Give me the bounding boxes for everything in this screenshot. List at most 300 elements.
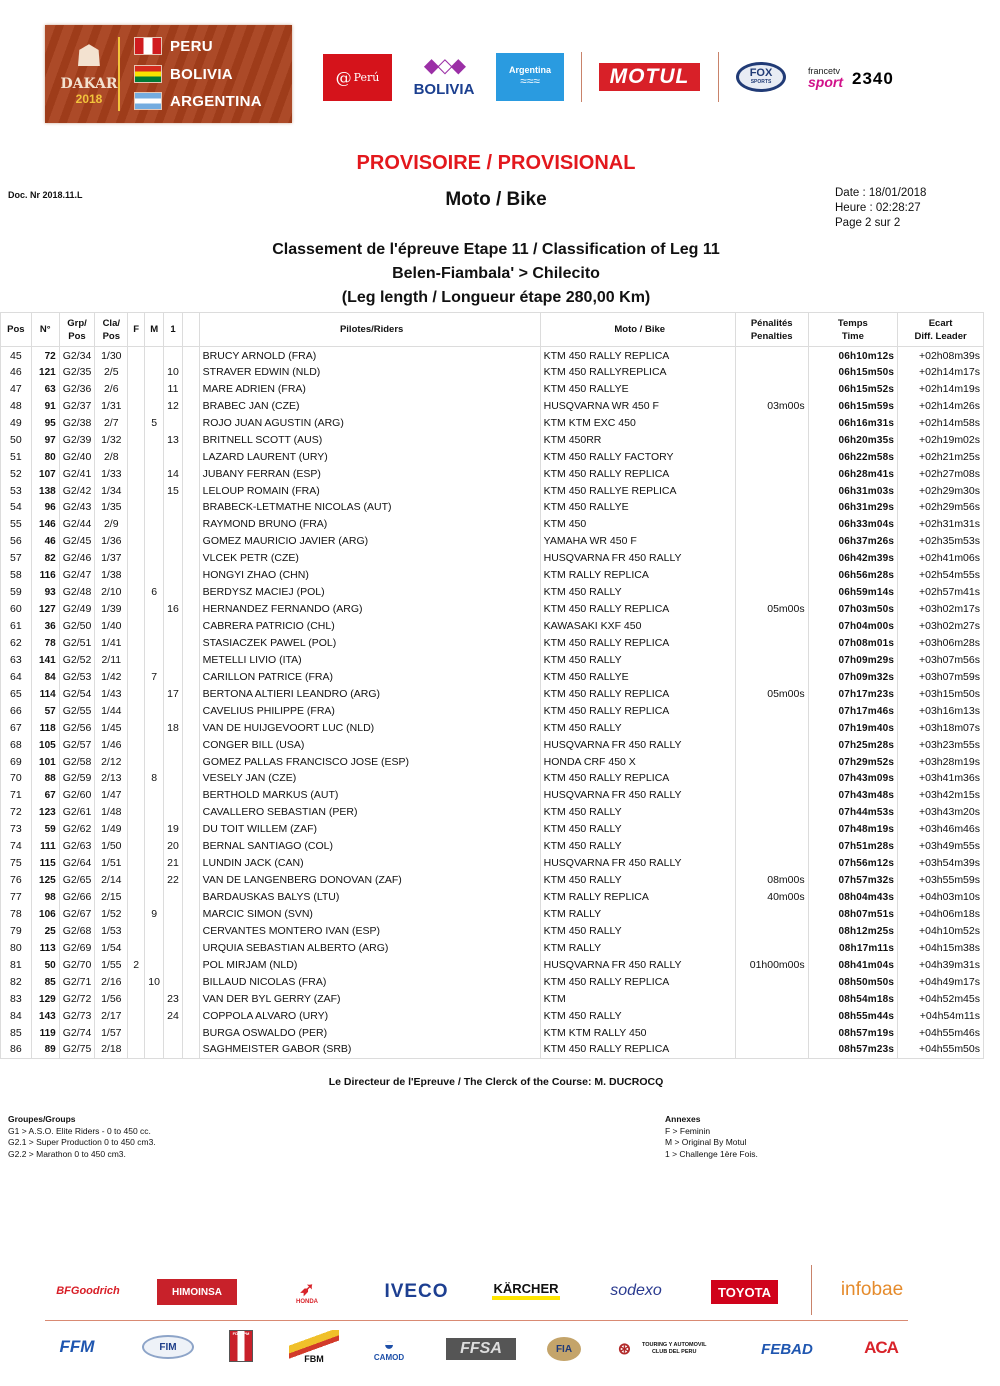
row-rider: VAN DE HUIJGEVOORT LUC (NLD)	[199, 720, 540, 737]
row-number: 89	[31, 1042, 59, 1059]
row-group-pos: G2/36	[59, 381, 95, 398]
row-motul: 10	[145, 974, 164, 991]
row-number: 97	[31, 432, 59, 449]
row-group-pos: G2/53	[59, 669, 95, 686]
document-meta	[835, 186, 926, 231]
row-gap: +03h02m27s	[898, 618, 984, 635]
row-motul	[145, 957, 164, 974]
fia-logo: FIA	[547, 1337, 581, 1361]
row-gap: +03h07m56s	[898, 652, 984, 669]
row-bike: KTM 450 RALLY	[540, 838, 735, 855]
row-penalty	[735, 652, 808, 669]
row-feminin	[128, 1008, 145, 1025]
row-blank	[182, 923, 199, 940]
table-row	[1, 415, 984, 432]
row-pos: 86	[1, 1042, 32, 1059]
row-class-pos: 1/40	[95, 618, 128, 635]
row-group-pos: G2/35	[59, 364, 95, 381]
row-feminin	[128, 364, 145, 381]
table-row	[1, 635, 984, 652]
row-rider: SAGHMEISTER GABOR (SRB)	[199, 1042, 540, 1059]
row-gap: +02h57m41s	[898, 584, 984, 601]
row-gap: +02h21m25s	[898, 449, 984, 466]
row-challenge	[164, 889, 183, 906]
row-blank	[182, 364, 199, 381]
row-rider: ROJO JUAN AGUSTIN (ARG)	[199, 415, 540, 432]
row-group-pos: G2/57	[59, 737, 95, 754]
row-penalty	[735, 923, 808, 940]
row-class-pos: 1/56	[95, 991, 128, 1008]
row-bike: KTM RALLY REPLICA	[540, 889, 735, 906]
row-gap: +03h49m55s	[898, 838, 984, 855]
header-logos	[0, 0, 1000, 130]
row-rider: METELLI LIVIO (ITA)	[199, 652, 540, 669]
row-rider: VLCEK PETR (CZE)	[199, 550, 540, 567]
table-row	[1, 906, 984, 923]
row-bike: KTM 450 RALLY REPLICA	[540, 771, 735, 788]
row-penalty	[735, 771, 808, 788]
fim-logo: FIM	[142, 1335, 194, 1359]
row-bike: KTM 450 RALLY	[540, 872, 735, 889]
row-challenge	[164, 957, 183, 974]
row-penalty: 05m00s	[735, 686, 808, 703]
stage-route: Belen-Fiambala' > Chilecito	[392, 265, 600, 282]
row-number: 114	[31, 686, 59, 703]
header-group-pos: Grp/ Pos	[59, 313, 95, 347]
table-row	[1, 737, 984, 754]
row-bike: KTM 450 RALLY REPLICA	[540, 974, 735, 991]
header-pos: Pos	[1, 313, 32, 347]
row-feminin	[128, 855, 145, 872]
row-bike: KTM 450 RALLY REPLICA	[540, 466, 735, 483]
table-row	[1, 483, 984, 500]
row-bike: KTM 450 RALLY	[540, 1008, 735, 1025]
table-row	[1, 669, 984, 686]
row-class-pos: 1/35	[95, 500, 128, 517]
row-time: 06h33m04s	[808, 516, 898, 533]
dakar-divider	[118, 37, 120, 111]
row-class-pos: 2/5	[95, 364, 128, 381]
row-blank	[182, 737, 199, 754]
row-gap: +02h27m08s	[898, 466, 984, 483]
row-class-pos: 1/37	[95, 550, 128, 567]
row-challenge	[164, 1025, 183, 1042]
row-time: 06h42m39s	[808, 550, 898, 567]
row-group-pos: G2/70	[59, 957, 95, 974]
row-bike: KTM 450 RALLY REPLICA	[540, 686, 735, 703]
francetv-sport-logo: francetv sport 2340	[808, 66, 894, 90]
row-class-pos: 1/47	[95, 787, 128, 804]
row-number: 146	[31, 516, 59, 533]
row-blank	[182, 754, 199, 771]
row-motul: 6	[145, 584, 164, 601]
table-row	[1, 584, 984, 601]
row-group-pos: G2/72	[59, 991, 95, 1008]
row-feminin: 2	[128, 957, 145, 974]
row-gap: +04h15m38s	[898, 940, 984, 957]
row-time: 06h20m35s	[808, 432, 898, 449]
row-rider: BERDYSZ MACIEJ (POL)	[199, 584, 540, 601]
row-feminin	[128, 906, 145, 923]
table-row	[1, 838, 984, 855]
table-row	[1, 787, 984, 804]
row-motul	[145, 398, 164, 415]
row-penalty	[735, 838, 808, 855]
bolivia-flag-icon	[134, 65, 162, 83]
ffm-logo: FFM	[59, 1337, 95, 1356]
row-pos: 85	[1, 1025, 32, 1042]
row-blank	[182, 889, 199, 906]
row-number: 143	[31, 1008, 59, 1025]
row-class-pos: 1/48	[95, 804, 128, 821]
table-header-row	[1, 313, 984, 347]
row-pos: 65	[1, 686, 32, 703]
row-time: 06h28m41s	[808, 466, 898, 483]
table-row	[1, 533, 984, 550]
himoinsa-logo: HIMOINSA	[157, 1279, 237, 1305]
row-gap: +02h14m58s	[898, 415, 984, 432]
row-class-pos: 1/38	[95, 567, 128, 584]
row-group-pos: G2/50	[59, 618, 95, 635]
row-pos: 74	[1, 838, 32, 855]
row-feminin	[128, 584, 145, 601]
row-number: 80	[31, 449, 59, 466]
row-gap: +03h41m36s	[898, 771, 984, 788]
row-rider: URQUIA SEBASTIAN ALBERTO (ARG)	[199, 940, 540, 957]
row-number: 141	[31, 652, 59, 669]
row-class-pos: 2/9	[95, 516, 128, 533]
row-gap: +02h14m17s	[898, 364, 984, 381]
results-table	[0, 312, 984, 1059]
row-class-pos: 1/32	[95, 432, 128, 449]
row-group-pos: G2/37	[59, 398, 95, 415]
row-class-pos: 1/33	[95, 466, 128, 483]
row-rider: BERTONA ALTIERI LEANDRO (ARG)	[199, 686, 540, 703]
row-feminin	[128, 974, 145, 991]
row-challenge	[164, 906, 183, 923]
row-pos: 50	[1, 432, 32, 449]
row-class-pos: 1/53	[95, 923, 128, 940]
row-gap: +04h39m31s	[898, 957, 984, 974]
row-rider: BARDAUSKAS BALYS (LTU)	[199, 889, 540, 906]
row-pos: 80	[1, 940, 32, 957]
dakar-2018-logo	[45, 25, 292, 123]
document-time: Heure : 02:28:27	[835, 202, 921, 214]
table-row	[1, 940, 984, 957]
row-gap: +04h10m52s	[898, 923, 984, 940]
row-group-pos: G2/48	[59, 584, 95, 601]
table-row	[1, 550, 984, 567]
row-group-pos: G2/67	[59, 906, 95, 923]
row-challenge	[164, 347, 183, 365]
page-number: Page 2 sur 2	[835, 217, 901, 229]
logo-divider	[718, 52, 719, 102]
row-bike: KTM	[540, 991, 735, 1008]
row-number: 85	[31, 974, 59, 991]
row-blank	[182, 771, 199, 788]
row-motul	[145, 533, 164, 550]
row-class-pos: 1/43	[95, 686, 128, 703]
sponsor-divider	[811, 1265, 812, 1315]
table-row	[1, 872, 984, 889]
row-gap: +02h08m39s	[898, 347, 984, 365]
row-blank	[182, 533, 199, 550]
row-time: 07h43m48s	[808, 787, 898, 804]
row-rider: CAVALLERO SEBASTIAN (PER)	[199, 804, 540, 821]
row-rider: RAYMOND BRUNO (FRA)	[199, 516, 540, 533]
row-bike: KTM RALLY REPLICA	[540, 567, 735, 584]
row-bike: KTM 450 RALLY REPLICA	[540, 1042, 735, 1059]
row-number: 78	[31, 635, 59, 652]
row-time: 07h19m40s	[808, 720, 898, 737]
row-group-pos: G2/75	[59, 1042, 95, 1059]
row-penalty	[735, 787, 808, 804]
row-motul	[145, 1042, 164, 1059]
group-g21: G2.1 > Super Production 0 to 450 cm3.	[8, 1137, 156, 1147]
row-rider: STASIACZEK PAWEL (POL)	[199, 635, 540, 652]
row-gap: +02h19m02s	[898, 432, 984, 449]
row-blank	[182, 449, 199, 466]
row-group-pos: G2/65	[59, 872, 95, 889]
row-group-pos: G2/60	[59, 787, 95, 804]
row-time: 07h09m32s	[808, 669, 898, 686]
row-feminin	[128, 500, 145, 517]
row-feminin	[128, 567, 145, 584]
row-number: 106	[31, 906, 59, 923]
logo-divider	[581, 52, 582, 102]
row-pos: 47	[1, 381, 32, 398]
row-motul	[145, 618, 164, 635]
touring-club-crest-icon: ⊛	[617, 1340, 632, 1358]
row-group-pos: G2/52	[59, 652, 95, 669]
row-motul: 8	[145, 771, 164, 788]
row-class-pos: 2/14	[95, 872, 128, 889]
row-challenge	[164, 415, 183, 432]
row-penalty	[735, 940, 808, 957]
row-pos: 45	[1, 347, 32, 365]
row-rider: COPPOLA ALVARO (URY)	[199, 1008, 540, 1025]
row-rider: CARILLON PATRICE (FRA)	[199, 669, 540, 686]
row-challenge: 18	[164, 720, 183, 737]
table-row	[1, 347, 984, 365]
row-time: 08h41m04s	[808, 957, 898, 974]
header-challenge: 1	[164, 313, 183, 347]
row-penalty	[735, 415, 808, 432]
row-pos: 55	[1, 516, 32, 533]
row-class-pos: 2/11	[95, 652, 128, 669]
row-motul: 5	[145, 415, 164, 432]
row-penalty	[735, 466, 808, 483]
document-number: Doc. Nr 2018.11.L	[8, 190, 83, 200]
row-class-pos: 1/57	[95, 1025, 128, 1042]
row-class-pos: 1/36	[95, 533, 128, 550]
row-group-pos: G2/51	[59, 635, 95, 652]
row-group-pos: G2/47	[59, 567, 95, 584]
toyota-logo: TOYOTA	[711, 1280, 778, 1304]
row-group-pos: G2/71	[59, 974, 95, 991]
row-time: 07h25m28s	[808, 737, 898, 754]
row-motul	[145, 601, 164, 618]
row-number: 57	[31, 703, 59, 720]
table-row	[1, 1025, 984, 1042]
row-number: 127	[31, 601, 59, 618]
row-time: 06h31m03s	[808, 483, 898, 500]
row-bike: HONDA CRF 450 X	[540, 754, 735, 771]
row-motul	[145, 872, 164, 889]
row-motul	[145, 787, 164, 804]
row-bike: KTM 450 RALLY REPLICA	[540, 601, 735, 618]
table-row	[1, 500, 984, 517]
row-blank	[182, 669, 199, 686]
row-challenge: 13	[164, 432, 183, 449]
row-challenge	[164, 923, 183, 940]
row-class-pos: 2/18	[95, 1042, 128, 1059]
row-time: 06h59m14s	[808, 584, 898, 601]
row-feminin	[128, 398, 145, 415]
row-pos: 57	[1, 550, 32, 567]
row-number: 105	[31, 737, 59, 754]
row-feminin	[128, 1025, 145, 1042]
row-group-pos: G2/56	[59, 720, 95, 737]
row-blank	[182, 584, 199, 601]
row-challenge	[164, 1042, 183, 1059]
karcher-logo: KÄRCHER	[492, 1280, 560, 1300]
row-motul	[145, 855, 164, 872]
row-time: 08h12m25s	[808, 923, 898, 940]
row-number: 98	[31, 889, 59, 906]
row-bike: HUSQVARNA FR 450 RALLY	[540, 737, 735, 754]
row-bike: KTM 450 RALLY	[540, 821, 735, 838]
peru-flag-icon	[134, 37, 162, 55]
row-motul	[145, 1008, 164, 1025]
row-group-pos: G2/69	[59, 940, 95, 957]
row-motul	[145, 686, 164, 703]
row-penalty	[735, 483, 808, 500]
row-group-pos: G2/63	[59, 838, 95, 855]
row-pos: 71	[1, 787, 32, 804]
row-rider: BRUCY ARNOLD (FRA)	[199, 347, 540, 365]
table-row	[1, 855, 984, 872]
fox-sports-logo: FOX SPORTS	[736, 62, 786, 92]
row-penalty	[735, 567, 808, 584]
row-number: 118	[31, 720, 59, 737]
row-class-pos: 1/45	[95, 720, 128, 737]
table-row	[1, 974, 984, 991]
row-gap: +03h16m13s	[898, 703, 984, 720]
row-pos: 56	[1, 533, 32, 550]
category-title: Moto / Bike	[445, 189, 547, 210]
row-motul	[145, 940, 164, 957]
row-gap: +02h29m30s	[898, 483, 984, 500]
row-time: 08h55m44s	[808, 1008, 898, 1025]
row-gap: +03h55m59s	[898, 872, 984, 889]
leg-length: (Leg length / Longueur étape 280,00 Km)	[341, 289, 651, 306]
row-challenge: 20	[164, 838, 183, 855]
header-bike: Moto / Bike	[540, 313, 735, 347]
row-number: 111	[31, 838, 59, 855]
row-number: 101	[31, 754, 59, 771]
row-gap: +03h28m19s	[898, 754, 984, 771]
row-feminin	[128, 771, 145, 788]
row-feminin	[128, 618, 145, 635]
row-pos: 83	[1, 991, 32, 1008]
row-challenge	[164, 550, 183, 567]
row-gap: +03h06m28s	[898, 635, 984, 652]
row-gap: +03h18m07s	[898, 720, 984, 737]
row-group-pos: G2/54	[59, 686, 95, 703]
row-bike: KTM 450 RALLY	[540, 923, 735, 940]
row-gap: +03h02m17s	[898, 601, 984, 618]
row-group-pos: G2/46	[59, 550, 95, 567]
dakar-touareg-icon: ☗ DAKAR 2018	[60, 40, 118, 106]
row-time: 06h10m12s	[808, 347, 898, 365]
row-motul	[145, 567, 164, 584]
row-gap: +03h15m50s	[898, 686, 984, 703]
row-challenge: 15	[164, 483, 183, 500]
row-rider: LELOUP ROMAIN (FRA)	[199, 483, 540, 500]
row-challenge	[164, 804, 183, 821]
row-penalty	[735, 432, 808, 449]
row-gap: +03h54m39s	[898, 855, 984, 872]
row-gap: +02h31m31s	[898, 516, 984, 533]
row-number: 46	[31, 533, 59, 550]
row-class-pos: 1/34	[95, 483, 128, 500]
table-row	[1, 449, 984, 466]
row-motul	[145, 1025, 164, 1042]
row-blank	[182, 821, 199, 838]
row-bike: KTM RALLY	[540, 940, 735, 957]
row-challenge: 10	[164, 364, 183, 381]
row-pos: 67	[1, 720, 32, 737]
table-row	[1, 398, 984, 415]
row-class-pos: 2/12	[95, 754, 128, 771]
row-penalty	[735, 1025, 808, 1042]
row-feminin	[128, 601, 145, 618]
row-group-pos: G2/66	[59, 889, 95, 906]
row-penalty	[735, 720, 808, 737]
row-challenge	[164, 974, 183, 991]
row-blank	[182, 991, 199, 1008]
row-feminin	[128, 381, 145, 398]
row-bike: HUSQVARNA FR 450 RALLY	[540, 855, 735, 872]
row-rider: BERTHOLD MARKUS (AUT)	[199, 787, 540, 804]
row-motul	[145, 432, 164, 449]
row-feminin	[128, 1042, 145, 1059]
row-time: 07h56m12s	[808, 855, 898, 872]
table-row	[1, 957, 984, 974]
row-group-pos: G2/73	[59, 1008, 95, 1025]
row-bike: KTM RALLY	[540, 906, 735, 923]
row-time: 08h57m23s	[808, 1042, 898, 1059]
row-group-pos: G2/45	[59, 533, 95, 550]
row-blank	[182, 720, 199, 737]
row-pos: 82	[1, 974, 32, 991]
table-row	[1, 923, 984, 940]
row-challenge	[164, 669, 183, 686]
row-time: 07h03m50s	[808, 601, 898, 618]
row-group-pos: G2/64	[59, 855, 95, 872]
row-penalty	[735, 618, 808, 635]
row-rider: VAN DER BYL GERRY (ZAF)	[199, 991, 540, 1008]
row-rider: HERNANDEZ FERNANDO (ARG)	[199, 601, 540, 618]
row-group-pos: G2/40	[59, 449, 95, 466]
row-pos: 48	[1, 398, 32, 415]
row-bike: KAWASAKI KXF 450	[540, 618, 735, 635]
row-number: 95	[31, 415, 59, 432]
row-feminin	[128, 432, 145, 449]
row-rider: BERNAL SANTIAGO (COL)	[199, 838, 540, 855]
row-motul	[145, 500, 164, 517]
